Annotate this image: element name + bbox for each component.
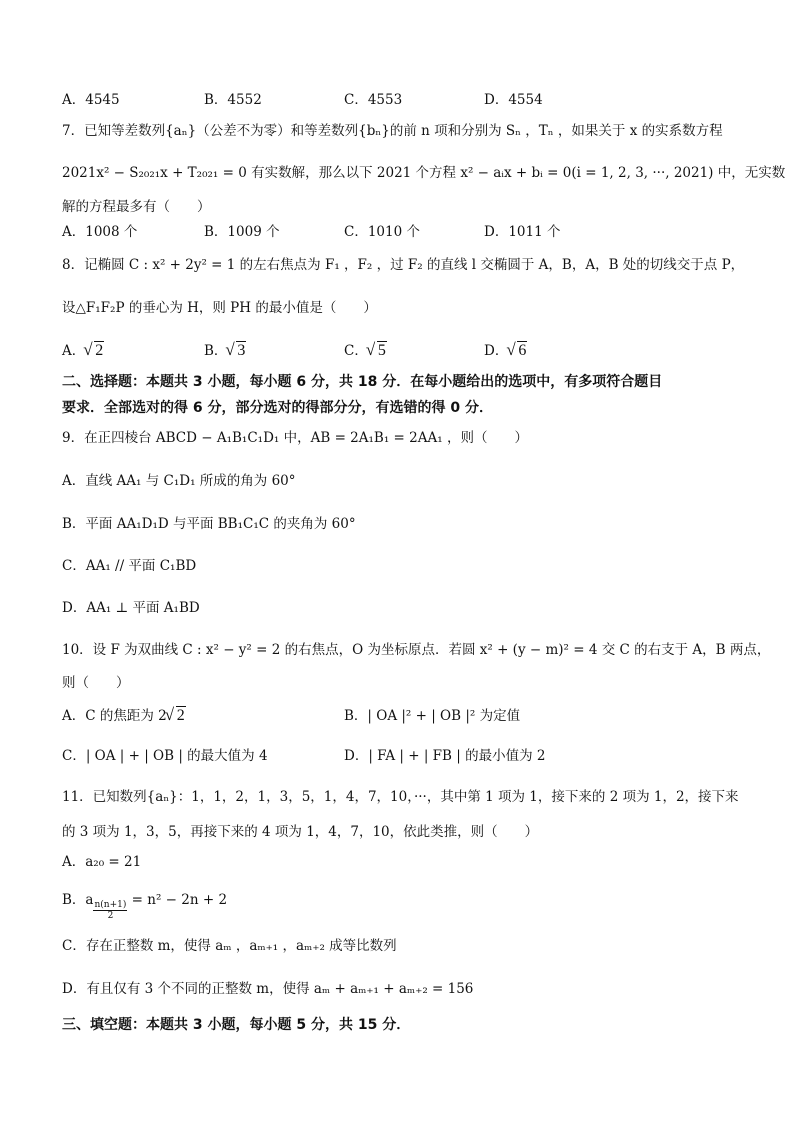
- sqrt-symbol: [508, 341, 527, 361]
- q10-stem-line2: 则（ ）: [62, 675, 130, 691]
- q11-option-b-subscript: [93, 900, 127, 921]
- subscript-denominator: 2: [107, 911, 114, 921]
- q9-stem: 9．在正四棱台 ABCD − A₁B₁C₁D₁ 中，AB = 2A₁B₁ = 2AA₁ ，则（ ）: [62, 430, 528, 446]
- q11-option-a: A．a₂₀ = 21: [62, 854, 142, 870]
- q6-option-b: B．4552: [204, 92, 262, 108]
- q10-option-b: B．| OA |² + | OB |² 为定值: [344, 708, 521, 724]
- q7-stem-line3: 解的方程最多有（ ）: [62, 199, 211, 215]
- section-3-heading: 三、填空题：本题共 3 小题，每小题 5 分，共 15 分．: [62, 1017, 411, 1033]
- q7-stem-line2: 2021x² − S₂₀₂₁x + T₂₀₂₁ = 0 有实数解，那么以下 2021 个方程 x² − aᵢx + bᵢ = 0(i = 1, 2, 3, ···, 2021) 中，无实数: [62, 165, 786, 181]
- q6-option-c: C．4553: [344, 92, 403, 108]
- q8-option-a-label: A．: [62, 343, 86, 359]
- q11-option-b-prefix: B．a: [62, 892, 94, 908]
- sqrt-symbol: [227, 341, 246, 361]
- q7-stem-line1: 7．已知等差数列{aₙ}（公差不为零）和等差数列{bₙ}的前 n 项和分别为 Sₙ ，Tₙ ，如果关于 x 的实系数方程: [62, 123, 723, 139]
- section-2-heading-line2: 要求．全部选对的得 6 分，部分选对的得部分分，有选错的得 0 分．: [62, 400, 493, 416]
- q8-stem-line2: 设△F₁F₂P 的垂心为 H，则 PH 的最小值是（ ）: [62, 300, 377, 316]
- q11-option-b: [62, 890, 227, 921]
- q8-option-b-radicand: 3: [237, 342, 246, 359]
- q8-option-a: [62, 341, 104, 361]
- q8-option-c: [344, 341, 387, 361]
- q9-option-b: B．平面 AA₁D₁D 与平面 BB₁C₁C 的夹角为 60°: [62, 516, 356, 532]
- q7-option-d: D．1011 个: [484, 224, 561, 240]
- q9-option-d: D．AA₁ ⊥ 平面 A₁BD: [62, 600, 200, 616]
- q8-option-c-radicand: 5: [377, 342, 386, 359]
- q10-option-a-radicand: 2: [176, 707, 185, 724]
- q11-stem-line2: 的 3 项为 1，3，5，再接下来的 4 项为 1，4，7，10，依此类推，则（ ）: [62, 824, 539, 840]
- q10-option-a: [62, 706, 186, 726]
- q7-option-b: B．1009 个: [204, 224, 280, 240]
- section-2-heading-line1: 二、选择题：本题共 3 小题，每小题 6 分，共 18 分．在每小题给出的选项中，有多项符合题目: [62, 374, 663, 390]
- sqrt-symbol: [368, 341, 387, 361]
- q7-option-c: C．1010 个: [344, 224, 420, 240]
- q8-option-d-radicand: 6: [518, 342, 527, 359]
- q7-option-a: A．1008 个: [62, 224, 138, 240]
- sqrt-symbol: [167, 706, 186, 726]
- q8-option-c-label: C．: [344, 343, 368, 359]
- subscript-numerator: n(n+1): [94, 900, 127, 910]
- sqrt-symbol: [85, 341, 104, 361]
- q10-option-a-text: A．C 的焦距为 2: [62, 708, 167, 724]
- q8-option-d: [484, 341, 527, 361]
- q9-option-c: C．AA₁ // 平面 C₁BD: [62, 558, 197, 574]
- q8-option-a-radicand: 2: [95, 342, 104, 359]
- q8-option-b: [204, 341, 246, 361]
- q6-option-a: A．4545: [62, 92, 120, 108]
- q11-option-d: D．有且仅有 3 个不同的正整数 m，使得 aₘ + aₘ₊₁ + aₘ₊₂ = 156: [62, 981, 474, 997]
- q10-option-c: C．| OA | + | OB | 的最大值为 4: [62, 748, 268, 764]
- q8-option-d-label: D．: [484, 343, 509, 359]
- q11-stem-line1: 11．已知数列{aₙ}：1，1，2，1，3，5，1，4，7，10，···，其中第 1 项为 1，接下来的 2 项为 1，2，接下来: [62, 789, 739, 805]
- q8-option-b-label: B．: [204, 343, 228, 359]
- q11-option-b-rest: = n² − 2n + 2: [127, 892, 228, 908]
- q11-option-c: C．存在正整数 m，使得 aₘ ，aₘ₊₁ ，aₘ₊₂ 成等比数列: [62, 938, 397, 954]
- q10-stem-line1: 10．设 F 为双曲线 C : x² − y² = 2 的右焦点，O 为坐标原点．若圆 x² + (y − m)² = 4 交 C 的右支于 A，B 两点，: [62, 642, 771, 658]
- q6-option-d: D．4554: [484, 92, 543, 108]
- q10-option-d: D．| FA | + | FB | 的最小值为 2: [344, 748, 546, 764]
- q9-option-a: A．直线 AA₁ 与 C₁D₁ 所成的角为 60°: [62, 473, 296, 489]
- q8-stem-line1: 8．记椭圆 C : x² + 2y² = 1 的左右焦点为 F₁ ，F₂ ，过 F₂ 的直线 l 交椭圆于 A，B，A，B 处的切线交于点 P，: [62, 257, 745, 273]
